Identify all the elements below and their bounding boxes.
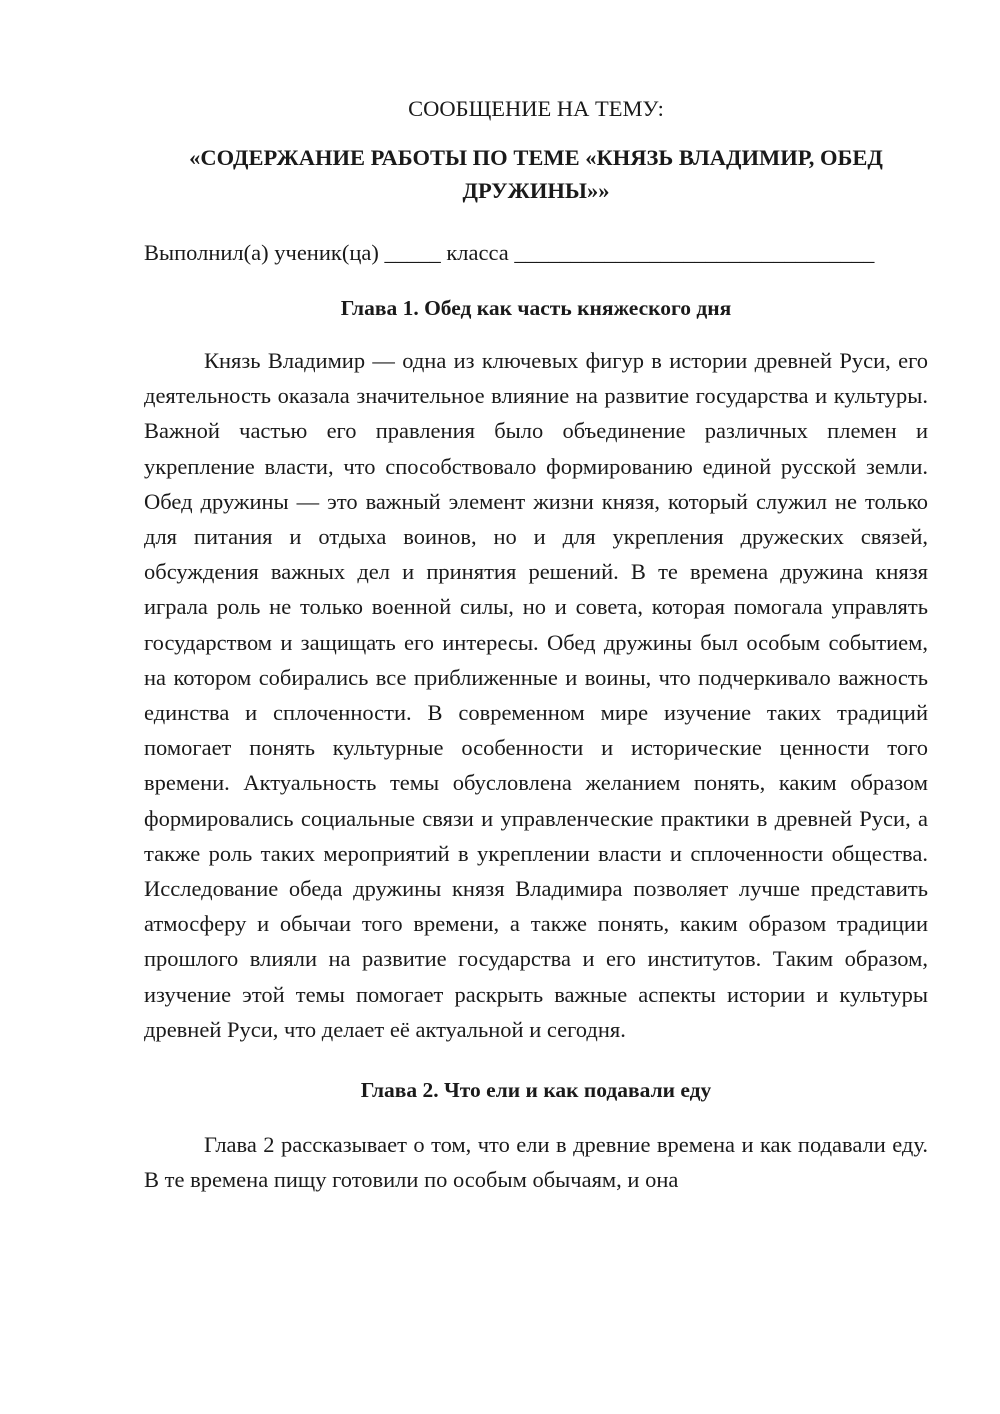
report-title: «СОДЕРЖАНИЕ РАБОТЫ ПО ТЕМЕ «КНЯЗЬ ВЛАДИМИР, ОБЕД ДРУЖИНЫ»»	[189, 145, 883, 203]
chapter-2-paragraph: Глава 2 рассказывает о том, что ели в древние времена и как подавали еду. В те времена пищу готовили по особым обычаям, и она	[144, 1132, 928, 1193]
report-label: СООБЩЕНИЕ НА ТЕМУ:	[408, 96, 664, 121]
chapter-2-heading: Глава 2. Что ели и как подавали еду	[360, 1078, 712, 1103]
chapter-1-heading: Глава 1. Обед как часть княжеского дня	[340, 296, 732, 320]
document-page	[144, 92, 928, 1197]
chapter-1-paragraph: Князь Владимир — одна из ключевых фигур в истории древней Руси, его деятельность оказала значительное влияние на развитие государства и культуры. Важной частью его правления было объединение различных племен и укрепление власти, что способствовало формированию единой русской земли. Обед дружины — это важный элемент жизни князя, который служил не только для питания и отдыха воинов, но и для укрепления дружеских связей, обсуждения важных дел и принятия решений. В те времена дружина князя играла роль не только военной силы, но и совета, которая помогала управлять государством и защищать его интересы. Обед дружины был особым событием, на котором собирались все приближенные и воины, что подчеркивало важность единства и сплоченности. В современном мире изучение таких традиций помогает понять культурные особенности и исторические ценности того времени. Актуальность темы обусловлена желанием понять, каким образом формировались социальные связи и управленческие практики в древней Руси, а также роль таких мероприятий в укреплении власти и сплоченности общества. Исследование обеда дружины князя Владимира позволяет лучше представить атмосферу и обычаи того времени, а также понять, каким образом традиции прошлого влияли на развитие государства и его институтов. Таким образом, изучение этой темы помогает раскрыть важные аспекты истории и культуры древней Руси, что делает её актуальной и сегодня.	[144, 348, 928, 1042]
author-line: Выполнил(а) ученик(ца) _____ класса ________________________________	[144, 240, 875, 265]
